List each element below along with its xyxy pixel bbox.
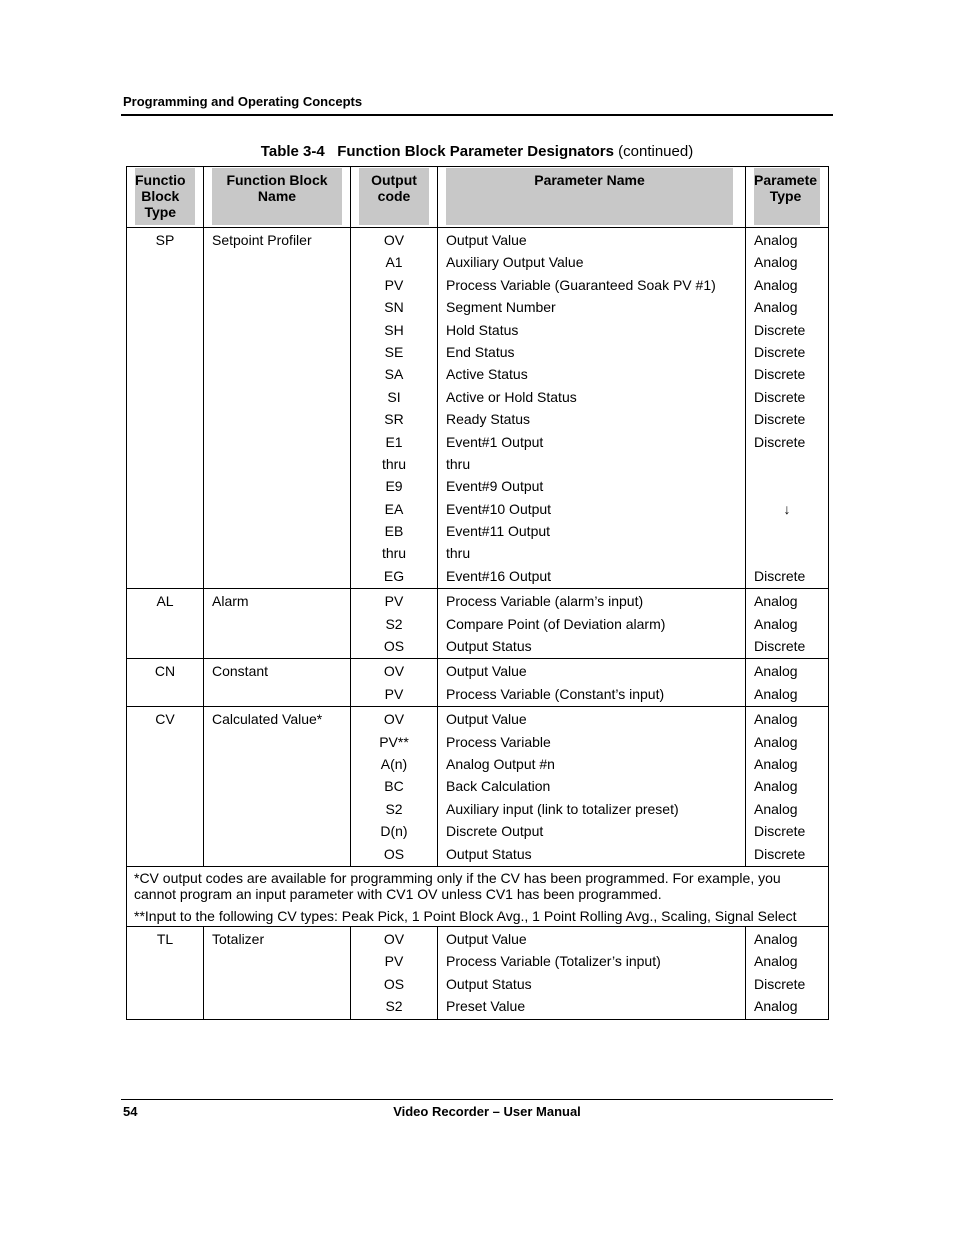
out-code: OV <box>383 663 405 680</box>
fb-type-cell <box>127 589 204 659</box>
param-type: Discrete <box>754 388 806 405</box>
col-header-fb-type <box>127 167 204 228</box>
param-type <box>754 453 828 475</box>
out-code: E1 <box>385 433 403 450</box>
param-name: Process Variable (Constant’s input) <box>446 685 665 702</box>
fb-type-cell <box>127 228 204 589</box>
fb-type: TL <box>156 930 174 947</box>
col-header-fb-name <box>204 167 351 228</box>
footnote-cell <box>127 866 829 926</box>
param-name: Process Variable (Totalizer’s input) <box>446 953 661 970</box>
out-code: A1 <box>385 254 403 271</box>
footer-rule <box>121 1099 833 1100</box>
param-name: Segment Number <box>446 299 556 316</box>
param-type: Analog <box>754 778 798 795</box>
out-code: SN <box>384 299 404 316</box>
table-row <box>127 707 829 867</box>
param-type <box>754 520 828 542</box>
out-code: OS <box>383 845 405 862</box>
out-code: S2 <box>385 800 403 817</box>
param-name: Event#9 Output <box>446 478 544 495</box>
out-code: thru <box>381 545 407 562</box>
param-name: Output Value <box>446 663 527 680</box>
fb-type-cell <box>127 659 204 707</box>
param-type: Analog <box>754 663 798 680</box>
fb-name: Setpoint Profiler <box>212 232 312 248</box>
col-header-out-code-text <box>371 172 417 225</box>
out-code: OV <box>383 711 405 728</box>
col-header-line: Type <box>769 188 802 204</box>
param-name: Back Calculation <box>446 778 551 795</box>
param-name-cell <box>438 659 746 707</box>
col-header-param-type-box <box>754 168 820 225</box>
out-code: E9 <box>385 478 403 495</box>
out-code: BC <box>384 778 404 795</box>
footnote: *CV output codes are available for programming only if the CV has been programmed. For example, you cannot program an input parameter with CV1 OV unless CV1 has been programmed. <box>134 869 781 902</box>
col-header-line: Function Block <box>226 172 328 188</box>
out-code: OS <box>383 638 405 655</box>
param-type: Analog <box>754 800 798 817</box>
param-name: Discrete Output <box>446 823 544 840</box>
param-name: Event#16 Output <box>446 567 552 584</box>
param-type-cell <box>746 589 829 659</box>
param-name: Process Variable <box>446 733 551 750</box>
out-code: thru <box>381 455 407 472</box>
param-type <box>754 542 828 564</box>
header-rule <box>121 114 833 116</box>
param-type: Discrete <box>754 638 806 655</box>
param-type: Discrete <box>754 411 806 428</box>
param-name: Auxiliary Output Value <box>446 254 584 271</box>
param-type: Discrete <box>754 567 806 584</box>
running-header: Programming and Operating Concepts <box>123 94 363 109</box>
caption-label: Table 3-4 <box>260 143 325 160</box>
param-type: Discrete <box>754 975 806 992</box>
out-code: OV <box>383 930 405 947</box>
param-type: Analog <box>754 998 798 1015</box>
out-code: EA <box>384 500 404 517</box>
fb-name-cell <box>204 228 351 589</box>
fb-name-cell <box>204 926 351 1019</box>
col-header-param-type-text <box>754 172 817 225</box>
out-code-cell <box>351 707 438 867</box>
param-name: Event#10 Output <box>446 500 552 517</box>
param-name: Event#1 Output <box>446 433 544 450</box>
caption-suffix: (continued) <box>618 143 694 160</box>
fb-name-cell <box>204 707 351 867</box>
note-row <box>127 866 829 926</box>
col-header-line: code <box>377 188 411 204</box>
param-type: Discrete <box>754 366 806 383</box>
param-type: Analog <box>754 615 798 632</box>
param-name-cell <box>438 707 746 867</box>
fb-name: Alarm <box>212 593 249 610</box>
param-type: Discrete <box>754 845 806 862</box>
col-header-fb-type-box <box>135 168 195 225</box>
param-name: Compare Point (of Deviation alarm) <box>446 615 666 632</box>
param-name-cell <box>438 589 746 659</box>
out-code: SE <box>384 343 404 360</box>
out-code: SR <box>384 411 404 428</box>
param-name: Active or Hold Status <box>446 388 577 405</box>
fb-name-cell <box>204 659 351 707</box>
col-header-param-name <box>438 167 746 228</box>
param-name: Output Status <box>446 845 532 862</box>
col-header-fb-type-text <box>135 172 186 225</box>
col-header-param-type <box>746 167 829 228</box>
fb-type-cell <box>127 707 204 867</box>
out-code-cell <box>351 589 438 659</box>
table-row <box>127 228 829 589</box>
fb-type: CV <box>155 711 175 728</box>
out-code: SA <box>384 366 404 383</box>
param-type: Analog <box>754 685 798 702</box>
table-body <box>127 228 829 1020</box>
param-type-cell <box>746 659 829 707</box>
param-type: Analog <box>754 276 798 293</box>
out-code: PV** <box>379 733 409 750</box>
out-code: A(n) <box>380 755 408 772</box>
out-code: PV <box>384 685 404 702</box>
fb-type: SP <box>155 232 175 248</box>
param-type: Analog <box>754 953 798 970</box>
col-header-out-code <box>351 167 438 228</box>
param-name: Output Status <box>446 638 532 655</box>
col-header-fb-name-box <box>212 168 342 225</box>
param-type: Analog <box>754 254 798 271</box>
param-type: Discrete <box>754 433 806 450</box>
param-name: Output Value <box>446 711 527 728</box>
col-header-line: Functio <box>135 172 186 188</box>
fb-name: Constant <box>212 663 269 680</box>
param-name: thru <box>446 455 471 472</box>
param-type: Analog <box>754 711 798 728</box>
out-code: SI <box>387 388 401 405</box>
out-code: PV <box>384 593 404 610</box>
table-row <box>127 659 829 707</box>
param-type: Discrete <box>754 321 806 338</box>
table-row <box>127 926 829 1019</box>
fb-name-cell <box>204 589 351 659</box>
col-header-param-name-text <box>534 172 645 225</box>
fb-type: AL <box>156 593 174 610</box>
param-type-cell <box>746 926 829 1019</box>
param-name: Output Status <box>446 975 532 992</box>
fb-name: Calculated Value* <box>212 711 323 728</box>
out-code: S2 <box>385 998 403 1015</box>
out-code: SH <box>384 321 404 338</box>
param-type: Discrete <box>754 823 806 840</box>
param-name: Analog Output #n <box>446 755 555 772</box>
out-code: PV <box>384 276 404 293</box>
table-caption <box>0 143 954 160</box>
col-header-fb-name-text <box>226 172 327 225</box>
out-code-cell <box>351 659 438 707</box>
parameter-table <box>126 166 829 1020</box>
col-header-param-name-box <box>446 168 733 225</box>
param-name: End Status <box>446 343 515 360</box>
out-code: S2 <box>385 615 403 632</box>
param-name-cell <box>438 926 746 1019</box>
param-type: Analog <box>754 755 798 772</box>
param-name-cell <box>438 228 746 589</box>
fb-name: Totalizer <box>212 930 265 947</box>
footnote: **Input to the following CV types: Peak Pick, 1 Point Block Avg., 1 Point Rolling Avg., Scaling, Signal Select <box>134 907 797 924</box>
col-header-line: Parameter Name <box>534 172 645 188</box>
param-name: Event#11 Output <box>446 523 551 540</box>
out-code: PV <box>384 953 404 970</box>
down-arrow-icon: ↓ <box>783 500 791 517</box>
param-type-cell <box>746 228 829 589</box>
param-name: thru <box>446 545 471 562</box>
fb-type-cell <box>127 926 204 1019</box>
param-type <box>754 475 828 497</box>
footer-title: Video Recorder – User Manual <box>393 1104 581 1119</box>
param-type: Analog <box>754 733 798 750</box>
out-code: EB <box>384 523 404 540</box>
param-type: Analog <box>754 930 798 947</box>
param-type: Analog <box>754 232 798 248</box>
col-header-out-code-box <box>359 168 429 225</box>
col-header-line: Paramete <box>754 172 818 188</box>
out-code: D(n) <box>380 823 408 840</box>
fb-type: CN <box>154 663 176 680</box>
param-name: Output Value <box>446 232 527 248</box>
out-code: OS <box>383 975 405 992</box>
col-header-line: Name <box>257 188 297 204</box>
page-number: 54 <box>123 1104 138 1119</box>
param-type: Discrete <box>754 343 806 360</box>
col-header-line: Type <box>144 204 177 220</box>
param-name: Process Variable (Guaranteed Soak PV #1) <box>446 276 716 293</box>
param-name: Hold Status <box>446 321 519 338</box>
out-code: OV <box>383 232 405 248</box>
param-type: Analog <box>754 593 798 610</box>
col-header-line: Block <box>141 188 180 204</box>
out-code-cell <box>351 228 438 589</box>
table-row <box>127 589 829 659</box>
param-type-cell <box>746 707 829 867</box>
out-code-cell <box>351 926 438 1019</box>
caption-title: Function Block Parameter Designators <box>337 143 614 160</box>
col-header-line: Output <box>371 172 417 188</box>
out-code: EG <box>383 567 405 584</box>
param-name: Auxiliary input (link to totalizer preset) <box>446 800 679 817</box>
param-name: Preset Value <box>446 998 526 1015</box>
param-name: Active Status <box>446 366 528 383</box>
param-name: Output Value <box>446 930 527 947</box>
table-header-row <box>127 167 829 228</box>
param-type: Analog <box>754 299 798 316</box>
param-name: Process Variable (alarm’s input) <box>446 593 644 610</box>
param-name: Ready Status <box>446 411 531 428</box>
